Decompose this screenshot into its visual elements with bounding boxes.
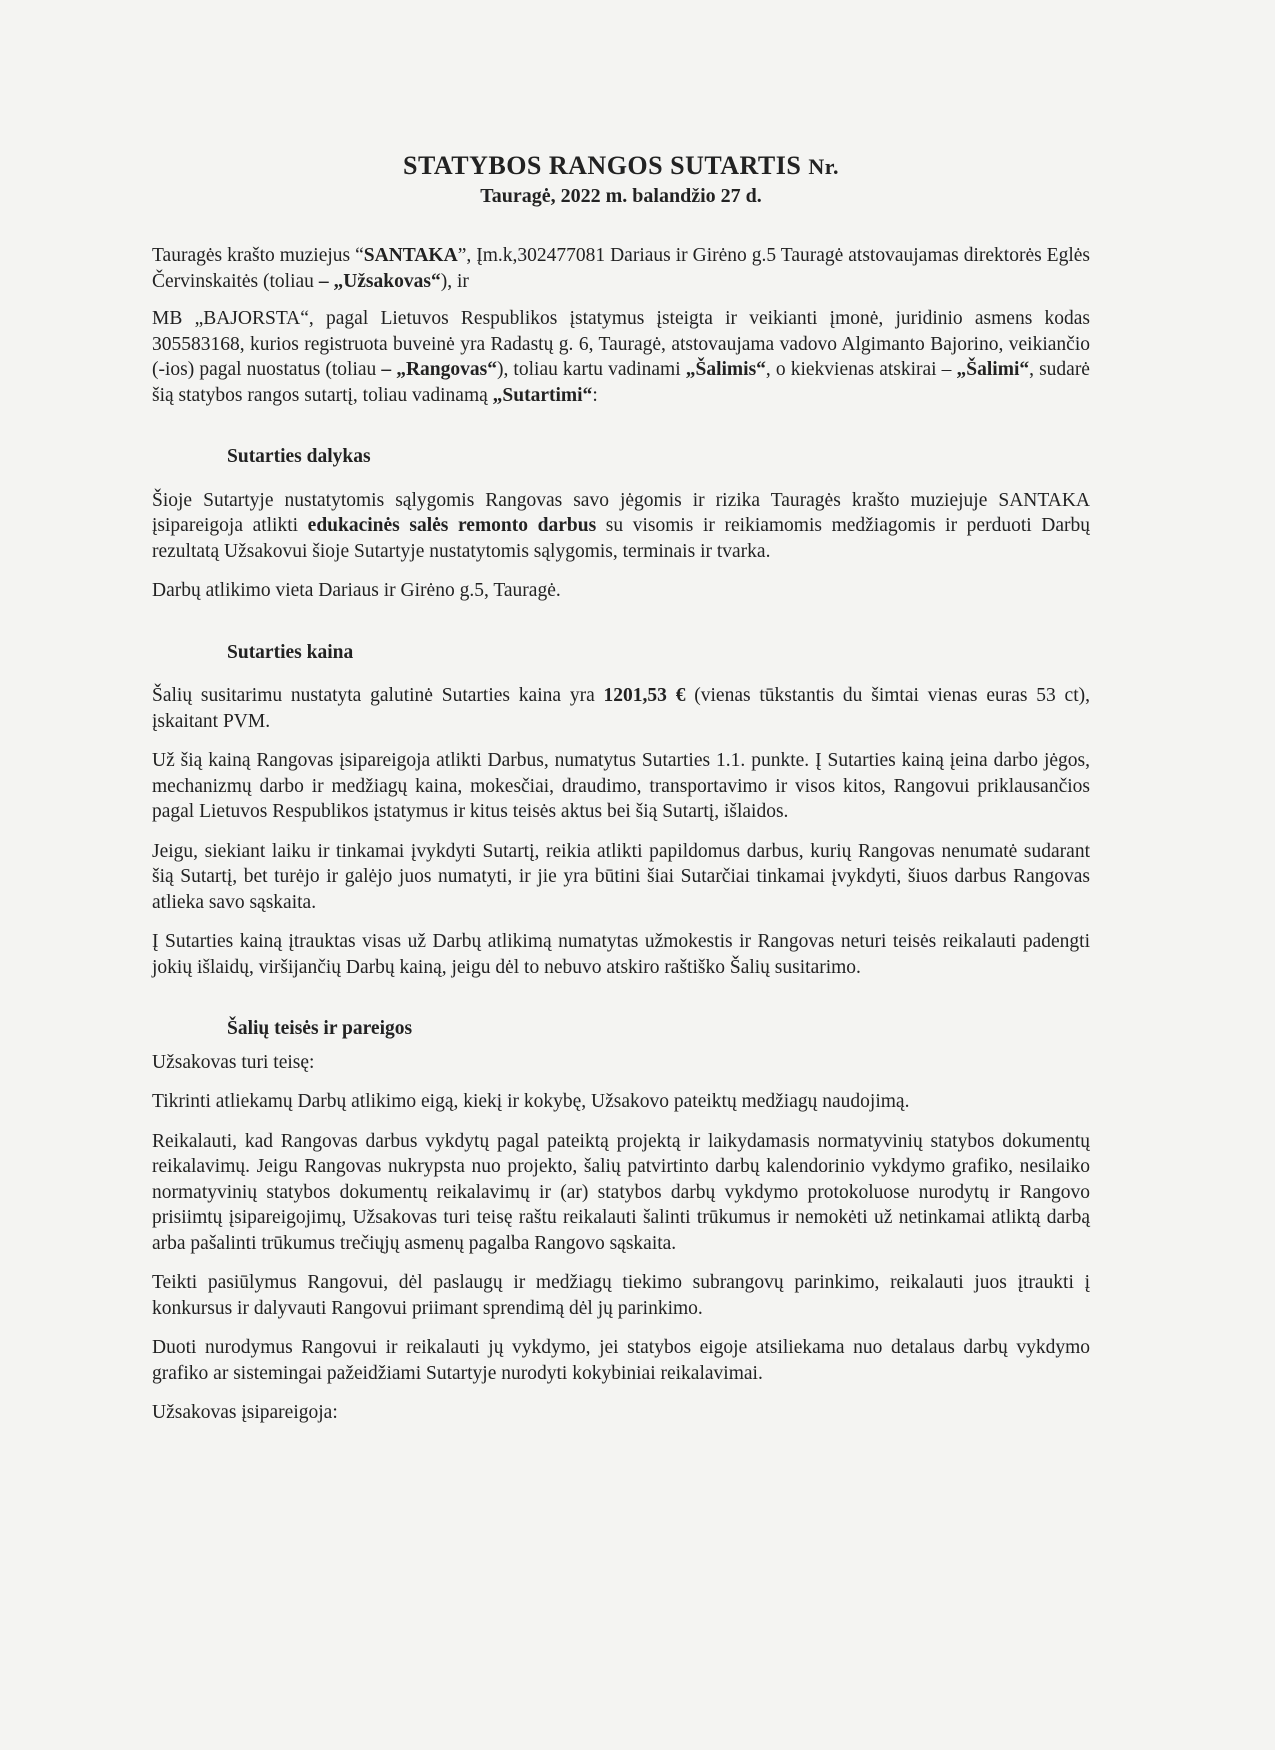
text-segment: ), toliau kartu vadinami [496, 359, 686, 380]
text-segment: (vienas tūkstantis du šimtai vienas euras 53 ct), įskaitant PVM. [152, 685, 1091, 732]
spacer [152, 408, 1090, 444]
right-instruct-paragraph: Duoti nurodymus Rangovui ir reikalauti jų vykdymo, jei statybos eigoje atsiliekama nuo detalaus darbų vykdymo grafiko ar sistemingai pažeidžiami Sutartyje nurodyti kokybiniai reikalavimai. [152, 1337, 1090, 1384]
works-description: edukacinės salės remonto darbus [307, 515, 597, 536]
text-segment: Šalių susitarimu nustatyta galutinė Sutarties kaina yra [152, 685, 604, 706]
contract-defined-term: „Sutartimi“ [492, 384, 593, 406]
party-contractor-paragraph [152, 306, 1090, 408]
additional-works-paragraph: Jeigu, siekiant laiku ir tinkamai įvykdyti Sutartį, reikia atlikti papildomus darbus, kurių Rangovas nenumatė sudarant šią Sutartį, bet turėjo ir galėjo juos numatyti, ir jie yra būtini šiai Sutarčiai tinkamai įvykdyti, šiuos darbus Rangovas atlieka savo sąskaita. [152, 840, 1090, 913]
party-customer-paragraph [152, 243, 1090, 294]
contract-price: 1201,53 € [603, 685, 686, 706]
price-paragraph [152, 683, 1090, 734]
subject-paragraph [152, 488, 1090, 565]
text-segment: ), ir [440, 270, 469, 292]
spacer [152, 604, 1090, 640]
title-number-label: Nr. [808, 154, 839, 179]
party-defined-term: „Šalimi“ [956, 359, 1030, 380]
text-segment: , sudarė šią statybos rangos sutartį, toliau vadinamą [152, 359, 1090, 406]
text-segment: , o kiekvienas atskirai – [765, 359, 957, 380]
price-remuneration-paragraph: Į Sutarties kainą įtrauktas visas už Darbų atlikimą numatytas užmokestis ir Rangovas neturi teisės reikalauti padengti jokių išlaidų, viršijančių Darbų kainą, jeigu dėl to nebuvo atskiro raštiško Šalių susitarimo. [152, 931, 1090, 978]
document-title [152, 150, 1090, 183]
right-demand-paragraph: Reikalauti, kad Rangovas darbus vykdytų pagal pateiktą projektą ir laikydamasis normatyvinių statybos dokumentų reikalavimų. Jeigu Rangovas nukrypsta nuo projekto, šalių patvirtinto darbų kalendorinio vykdymo grafiko, nesilaiko normatyvinių statybos dokumentų reikalavimų ir (ar) statybos darbų vykdymo protokoluose nurodytų ir Rangovo prisiimtų įsipareigojimų, Užsakovas turi teisę raštu reikalauti šalinti trūkumus ir nemokėti už netinkamai atliktą darbą arba pašalinti trūkumus trečiųjų asmenų pagalba Rangovo sąskaita. [152, 1130, 1090, 1254]
right-propose-paragraph: Teikti pasiūlymus Rangovui, dėl paslaugų ir medžiagų tiekimo subrangovų parinkimo, reikalauti juos įtraukti į konkursus ir dalyvauti Rangovui priimant sprendimą dėl jų parinkimo. [152, 1272, 1090, 1319]
contractor-defined-term: – „Rangovas“ [381, 359, 497, 380]
title-text: STATYBOS RANGOS SUTARTIS [403, 151, 802, 180]
customer-rights-intro: Užsakovas turi teisę: [152, 1051, 315, 1073]
contract-page [152, 150, 1090, 1426]
section-heading-rights: Šalių teisės ir pareigos [227, 1018, 413, 1039]
right-inspect-paragraph: Tikrinti atliekamų Darbų atlikimo eigą, kiekį ir kokybę, Užsakovo pateiktų medžiagų naudojimą. [152, 1091, 910, 1112]
text-segment: ”, Įm.k,302477081 Dariaus ir Girėno g.5 Tauragė atstovaujamas direktorės Eglės Červinskaitės (toliau [152, 245, 1091, 292]
text-segment: Šioje Sutartyje nustatytomis sąlygomis Rangovas savo jėgomis ir rizika Tauragės krašto muziejuje SANTAKA įsipareigoja atlikti [152, 489, 1090, 536]
parties-defined-term: „Šalimis“ [685, 359, 766, 380]
section-heading-price: Sutarties kaina [227, 641, 354, 663]
text-segment: su visomis ir reikiamomis medžiagomis ir perduoti Darbų rezultatą Užsakovui šioje Sutartyje nustatytomis sąlygomis, terminais ir tvarka. [152, 515, 1090, 562]
museum-name: SANTAKA [363, 245, 458, 266]
place-date: Tauragė, 2022 m. balandžio 27 d. [480, 185, 762, 207]
spacer [152, 980, 1090, 1016]
text-segment: MB „BAJORSTA“, pagal Lietuvos Respublikos įstatymus įsteigta ir veikianti įmonė, juridinio asmens kodas 305583168, kurios registruota buveinė yra Radastų g. 6, Tauragė, atstovaujama vadovo Algimanto Bajorino, veikiančio (-ios) pagal nuostatus (toliau [152, 308, 1090, 380]
text-segment: : [592, 384, 598, 406]
works-location-paragraph: Darbų atlikimo vieta Dariaus ir Girėno g.5, Tauragė. [152, 580, 561, 601]
text-segment: Tauragės krašto muziejus “ [152, 245, 364, 266]
customer-obligations-intro: Užsakovas įsipareigoja: [152, 1402, 338, 1423]
customer-defined-term: – „Užsakovas“ [318, 270, 441, 292]
price-includes-paragraph: Už šią kainą Rangovas įsipareigoja atlikti Darbus, numatytus Sutarties 1.1. punkte. Į Sutarties kainą įeina darbo jėgos, mechanizmų darbo ir medžiagų kaina, mokesčiai, draudimo, transportavimo ir visos kitos, Rangovui priklausančios pagal Lietuvos Respublikos įstatymus ir kitus teisės aktus bei šią Sutartį, išlaidos. [152, 750, 1090, 822]
section-heading-subject: Sutarties dalykas [227, 446, 371, 467]
